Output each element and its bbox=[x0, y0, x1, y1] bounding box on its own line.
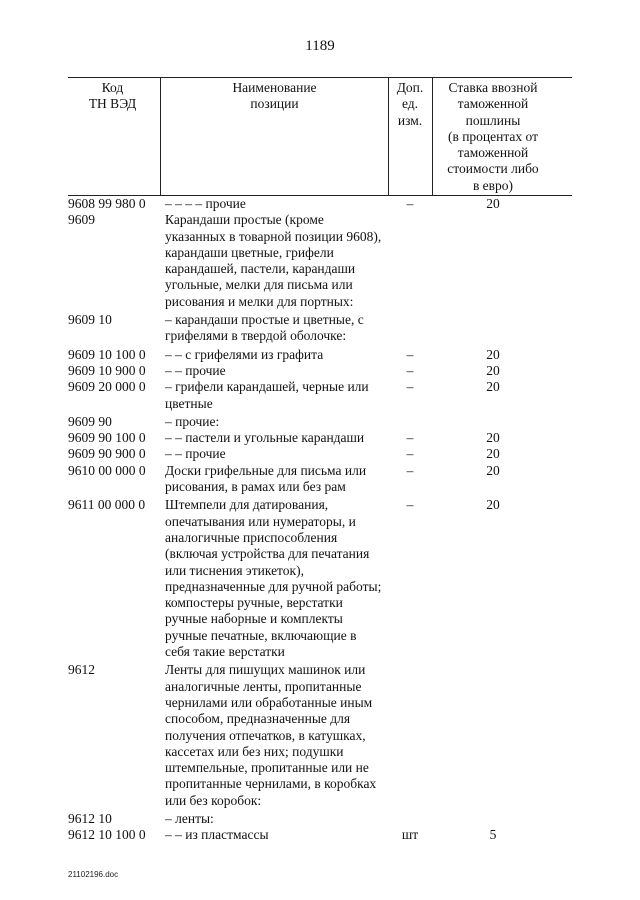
row-code: 9609 bbox=[68, 212, 95, 228]
row-rate: 5 bbox=[489, 827, 497, 843]
document-filename: 21102196.doc bbox=[68, 870, 119, 879]
table-row bbox=[0, 414, 640, 430]
row-name: – – прочие bbox=[165, 446, 226, 462]
row-unit: – bbox=[406, 462, 414, 478]
row-code: 9609 10 900 0 bbox=[68, 362, 146, 378]
row-unit: – bbox=[406, 196, 414, 211]
row-name: – – пастели и угольные карандаши bbox=[165, 430, 365, 446]
table-row bbox=[0, 497, 640, 660]
row-rate: 20 bbox=[486, 462, 500, 478]
table-row bbox=[0, 379, 640, 412]
row-rate: 20 bbox=[486, 196, 500, 211]
row-rate: 20 bbox=[486, 497, 500, 513]
table-row bbox=[0, 446, 640, 462]
row-code: 9609 90 900 0 bbox=[68, 446, 146, 462]
row-name: – карандаши простые и цветные, с грифелями в твердой оболочке: bbox=[165, 312, 364, 344]
row-name: – грифели карандашей, черные или цветные bbox=[165, 379, 369, 411]
column-divider-code bbox=[160, 77, 161, 195]
header-name: Наименование позиции bbox=[232, 80, 317, 112]
row-name: – – из пластмассы bbox=[165, 827, 269, 843]
table-row bbox=[0, 662, 640, 809]
table-row bbox=[0, 212, 640, 310]
row-name: Карандаши простые (кроме указанных в товарной позиции 9608), карандаши цветные, грифели карандашей, пастели, карандаши угольные, мелки для письма или рисования и мелки для портных: bbox=[165, 212, 382, 309]
row-code: 9609 90 100 0 bbox=[68, 430, 146, 446]
row-code: 9612 bbox=[68, 662, 95, 678]
table-row bbox=[0, 312, 640, 345]
row-name: – прочие: bbox=[165, 413, 220, 429]
row-name: Штемпели для датирования, опечатывания или нумераторы, и аналогичные приспособления (включая устройства для печатания или тиснения этикеток), предназначенные для ручной работы; компостеры ручные, верстатки ручные наборные и комплекты ручные печатные, включающие в себя такие верстатки bbox=[165, 497, 382, 660]
table-row bbox=[0, 196, 640, 212]
page-number: 1189 bbox=[305, 38, 335, 54]
row-code: 9610 00 000 0 bbox=[68, 462, 146, 478]
table-row bbox=[0, 363, 640, 379]
row-code: 9611 00 000 0 bbox=[68, 497, 146, 513]
row-code: 9608 99 980 0 bbox=[68, 196, 146, 211]
header-rate: Ставка ввозной таможенной пошлины (в процентах от таможенной стоимости либо в евро) bbox=[447, 80, 539, 193]
row-unit: – bbox=[406, 379, 414, 395]
row-name: – – прочие bbox=[165, 362, 226, 378]
header-unit: Доп. ед. изм. bbox=[396, 80, 424, 128]
row-unit: шт bbox=[401, 827, 419, 843]
row-unit: – bbox=[406, 430, 414, 446]
row-code: 9612 10 bbox=[68, 810, 112, 826]
row-name: – – – – прочие bbox=[165, 196, 246, 211]
table-row bbox=[0, 347, 640, 363]
row-unit: – bbox=[406, 346, 414, 362]
table-row bbox=[0, 811, 640, 827]
table-body bbox=[0, 196, 640, 844]
table-row bbox=[0, 463, 640, 496]
row-name: Ленты для пишущих машинок или аналогичные ленты, пропитанные чернилами или обработанные иным способом, предназначенные для получения отпечатков, в катушках, кассетах или без них; подушки штемпельные, пропитанные или не пропитанные чернилами, в коробках или без коробок: bbox=[165, 662, 377, 808]
row-unit: – bbox=[406, 446, 414, 462]
row-name: – – с грифелями из графита bbox=[165, 346, 324, 362]
row-name: Доски грифельные для письма или рисования, в рамах или без рам bbox=[165, 462, 367, 495]
row-code: 9609 90 bbox=[68, 413, 112, 429]
table-top-rule bbox=[68, 77, 572, 78]
row-rate: 20 bbox=[486, 446, 500, 462]
row-unit: – bbox=[406, 362, 414, 378]
header-code: Код ТН ВЭД bbox=[88, 80, 137, 112]
row-rate: 20 bbox=[486, 430, 500, 446]
row-code: 9609 20 000 0 bbox=[68, 379, 146, 395]
row-name: – ленты: bbox=[165, 810, 214, 826]
row-rate: 20 bbox=[486, 346, 500, 362]
table-row bbox=[0, 430, 640, 446]
row-rate: 20 bbox=[486, 362, 500, 378]
row-code: 9612 10 100 0 bbox=[68, 827, 146, 843]
table-row bbox=[0, 827, 640, 843]
row-unit: – bbox=[406, 497, 414, 513]
row-rate: 20 bbox=[486, 379, 500, 395]
row-code: 9609 10 bbox=[68, 312, 112, 328]
row-code: 9609 10 100 0 bbox=[68, 346, 146, 362]
